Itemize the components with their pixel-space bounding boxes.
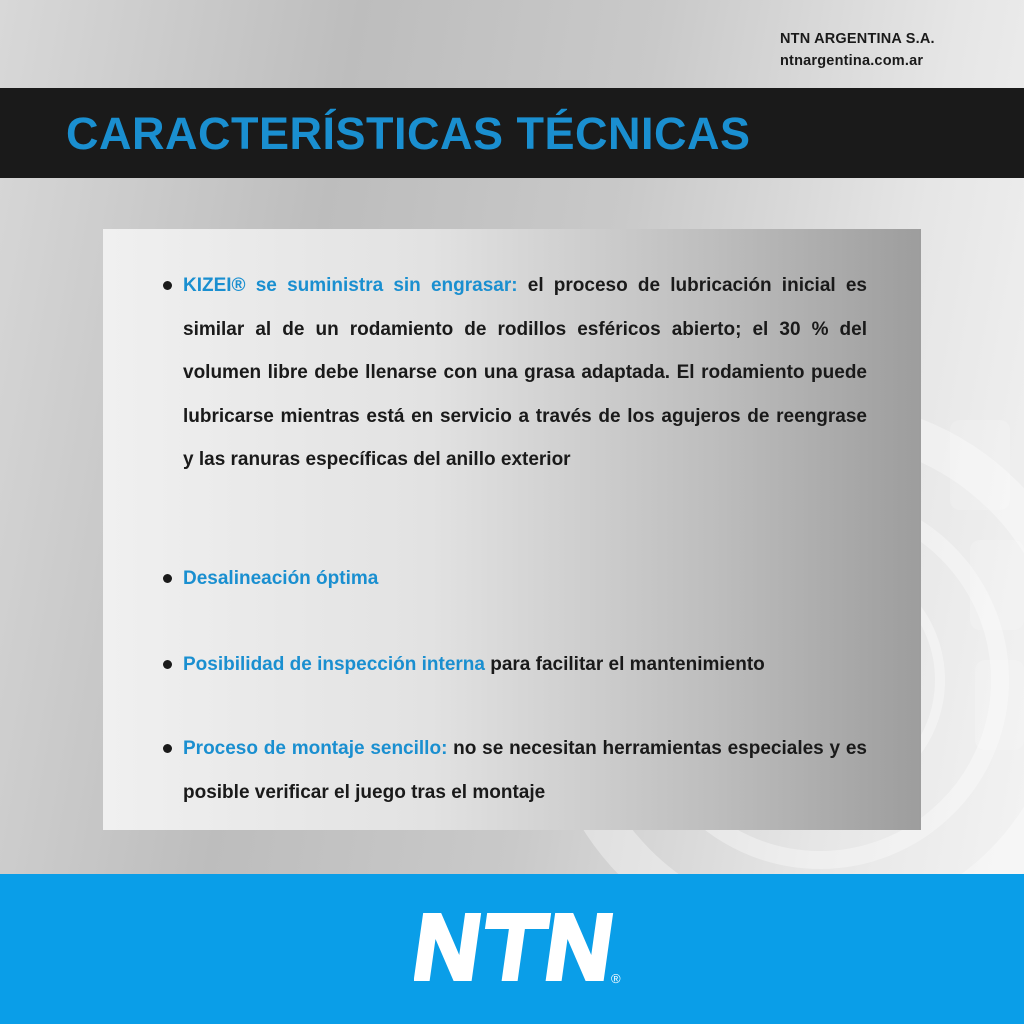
feature-text <box>183 557 867 601</box>
feature-body: el proceso de lubricación inicial es similar al de un rodamiento de rodillos esféricos abierto; el 30 % del volumen libre debe llenarse con una grasa adaptada. El rodamiento puede lubricarse mientras está en servicio a través de los agujeros de reengrase y las ranuras específicas del anillo exterior <box>183 275 867 470</box>
company-info <box>780 28 1010 72</box>
feature-text <box>183 264 867 482</box>
feature-highlight: KIZEI® se suministra sin engrasar: <box>183 275 518 296</box>
feature-highlight: Posibilidad de inspección interna <box>183 654 485 675</box>
ntn-logo <box>414 907 624 987</box>
feature-body: para facilitar el mantenimiento <box>484 654 765 675</box>
bullet-dot <box>163 574 172 583</box>
bullet-dot <box>163 660 172 669</box>
feature-highlight: Desalineación óptima <box>183 568 379 589</box>
title-band <box>0 88 1024 178</box>
page-title: CARACTERÍSTICAS TÉCNICAS <box>66 108 751 159</box>
company-website: ntnargentina.com.ar <box>780 53 924 69</box>
feature-body: no se necesitan herramientas especiales y es posible verificar el juego tras el montaje <box>183 738 867 803</box>
registered-mark: ® <box>611 971 621 986</box>
feature-highlight: Proceso de montaje sencillo: <box>183 738 448 759</box>
bullet-dot <box>163 744 172 753</box>
feature-text <box>183 643 867 687</box>
features-card <box>103 229 921 830</box>
feature-text <box>183 727 867 814</box>
company-name: NTN ARGENTINA S.A. <box>780 31 935 47</box>
bullet-dot <box>163 281 172 290</box>
